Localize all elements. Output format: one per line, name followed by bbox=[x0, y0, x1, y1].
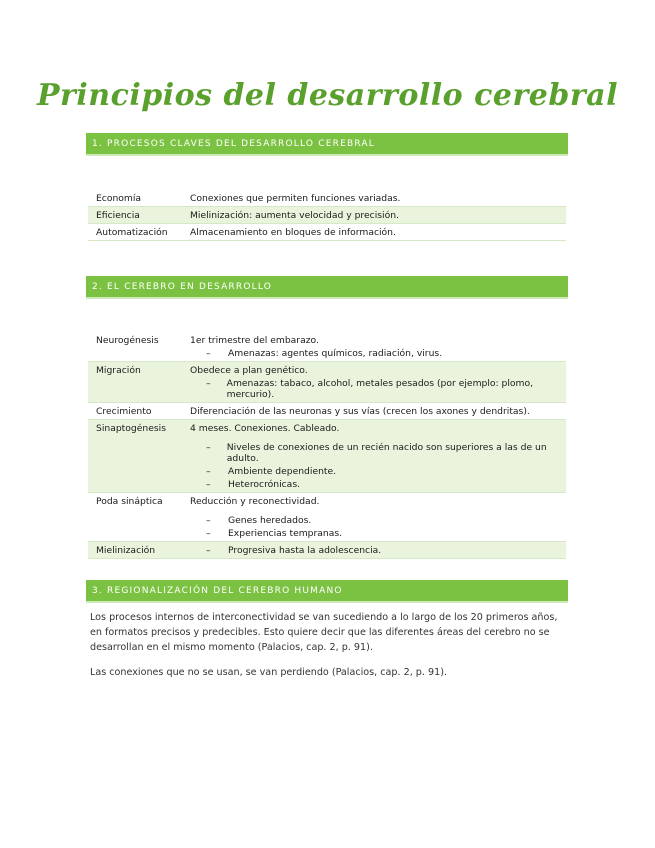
key-processes-table bbox=[88, 190, 566, 241]
row-term: Automatización bbox=[88, 224, 182, 241]
table-row bbox=[88, 493, 566, 542]
row-desc: Mielinización: aumenta velocidad y precisión. bbox=[182, 207, 566, 224]
row-desc-cell bbox=[182, 332, 566, 362]
development-table bbox=[88, 332, 566, 559]
table-row bbox=[88, 207, 566, 224]
bullet-text: Amenazas: agentes químicos, radiación, virus. bbox=[228, 348, 443, 359]
bullet-item bbox=[190, 348, 562, 359]
bullet-item bbox=[190, 442, 562, 464]
row-desc: 4 meses. Conexiones. Cableado. bbox=[190, 423, 340, 434]
bullet-item bbox=[190, 378, 562, 400]
table-row bbox=[88, 403, 566, 420]
dash-icon: – bbox=[206, 515, 211, 526]
paragraph: Los procesos internos de interconectividad se van sucediendo a lo largo de los 20 primeros años, en formatos precisos y predecibles. Esto quiere decir que las diferentes áreas del cerebro no se desarrollan en el mismo momento (Palacios, cap. 2, p. 91). bbox=[90, 612, 558, 653]
bullet-text: Niveles de conexiones de un recién nacido son superiores a las de un adulto. bbox=[226, 442, 547, 464]
row-desc: Almacenamiento en bloques de información. bbox=[182, 224, 566, 241]
section-heading-2: 2. EL CEREBRO EN DESARROLLO bbox=[86, 276, 568, 299]
bullet-text: Progresiva hasta la adolescencia. bbox=[228, 545, 382, 556]
bullet-item bbox=[190, 545, 562, 556]
table-row bbox=[88, 542, 566, 559]
dash-icon: – bbox=[206, 348, 211, 359]
row-desc-cell bbox=[182, 542, 566, 559]
row-desc-cell bbox=[182, 493, 566, 542]
row-term: Mielinización bbox=[88, 542, 182, 559]
table-row bbox=[88, 420, 566, 493]
table-row bbox=[88, 332, 566, 362]
dash-icon: – bbox=[206, 528, 211, 539]
row-desc-cell bbox=[182, 362, 566, 403]
bullet-item bbox=[190, 515, 562, 526]
dash-icon: – bbox=[206, 545, 211, 556]
dash-icon: – bbox=[206, 479, 211, 490]
page-title: Principios del desarrollo cerebral bbox=[37, 78, 618, 113]
row-term: Neurogénesis bbox=[88, 332, 182, 362]
row-desc: 1er trimestre del embarazo. bbox=[190, 335, 319, 346]
row-desc: Conexiones que permiten funciones variadas. bbox=[182, 190, 566, 207]
bullet-text: Experiencias tempranas. bbox=[228, 528, 343, 539]
row-desc: Obedece a plan genético. bbox=[190, 365, 308, 376]
bullet-text: Amenazas: tabaco, alcohol, metales pesados (por ejemplo: plomo, mercurio). bbox=[226, 378, 534, 400]
table-row bbox=[88, 190, 566, 207]
bullet-item bbox=[190, 528, 562, 539]
dash-icon: – bbox=[206, 442, 211, 453]
row-term: Migración bbox=[88, 362, 182, 403]
row-term: Poda sináptica bbox=[88, 493, 182, 542]
row-desc: Diferenciación de las neuronas y sus vías (crecen los axones y dendritas). bbox=[182, 403, 566, 420]
section-heading-3: 3. REGIONALIZACIÓN DEL CEREBRO HUMANO bbox=[86, 580, 568, 603]
bullet-item bbox=[190, 479, 562, 490]
paragraph: Las conexiones que no se usan, se van perdiendo (Palacios, cap. 2, p. 91). bbox=[90, 667, 447, 678]
row-desc: Reducción y reconectividad. bbox=[190, 496, 320, 507]
row-term: Economía bbox=[88, 190, 182, 207]
dash-icon: – bbox=[206, 378, 211, 389]
row-desc-cell bbox=[182, 420, 566, 493]
table-row bbox=[88, 224, 566, 241]
table-row bbox=[88, 362, 566, 403]
dash-icon: – bbox=[206, 466, 211, 477]
row-term: Sinaptogénesis bbox=[88, 420, 182, 493]
bullet-item bbox=[190, 466, 562, 477]
bullet-text: Genes heredados. bbox=[228, 515, 312, 526]
section-heading-1: 1. PROCESOS CLAVES DEL DESARROLLO CEREBRAL bbox=[86, 133, 568, 156]
row-term: Eficiencia bbox=[88, 207, 182, 224]
row-term: Crecimiento bbox=[88, 403, 182, 420]
bullet-text: Ambiente dependiente. bbox=[228, 466, 337, 477]
bullet-text: Heterocrónicas. bbox=[228, 479, 301, 490]
